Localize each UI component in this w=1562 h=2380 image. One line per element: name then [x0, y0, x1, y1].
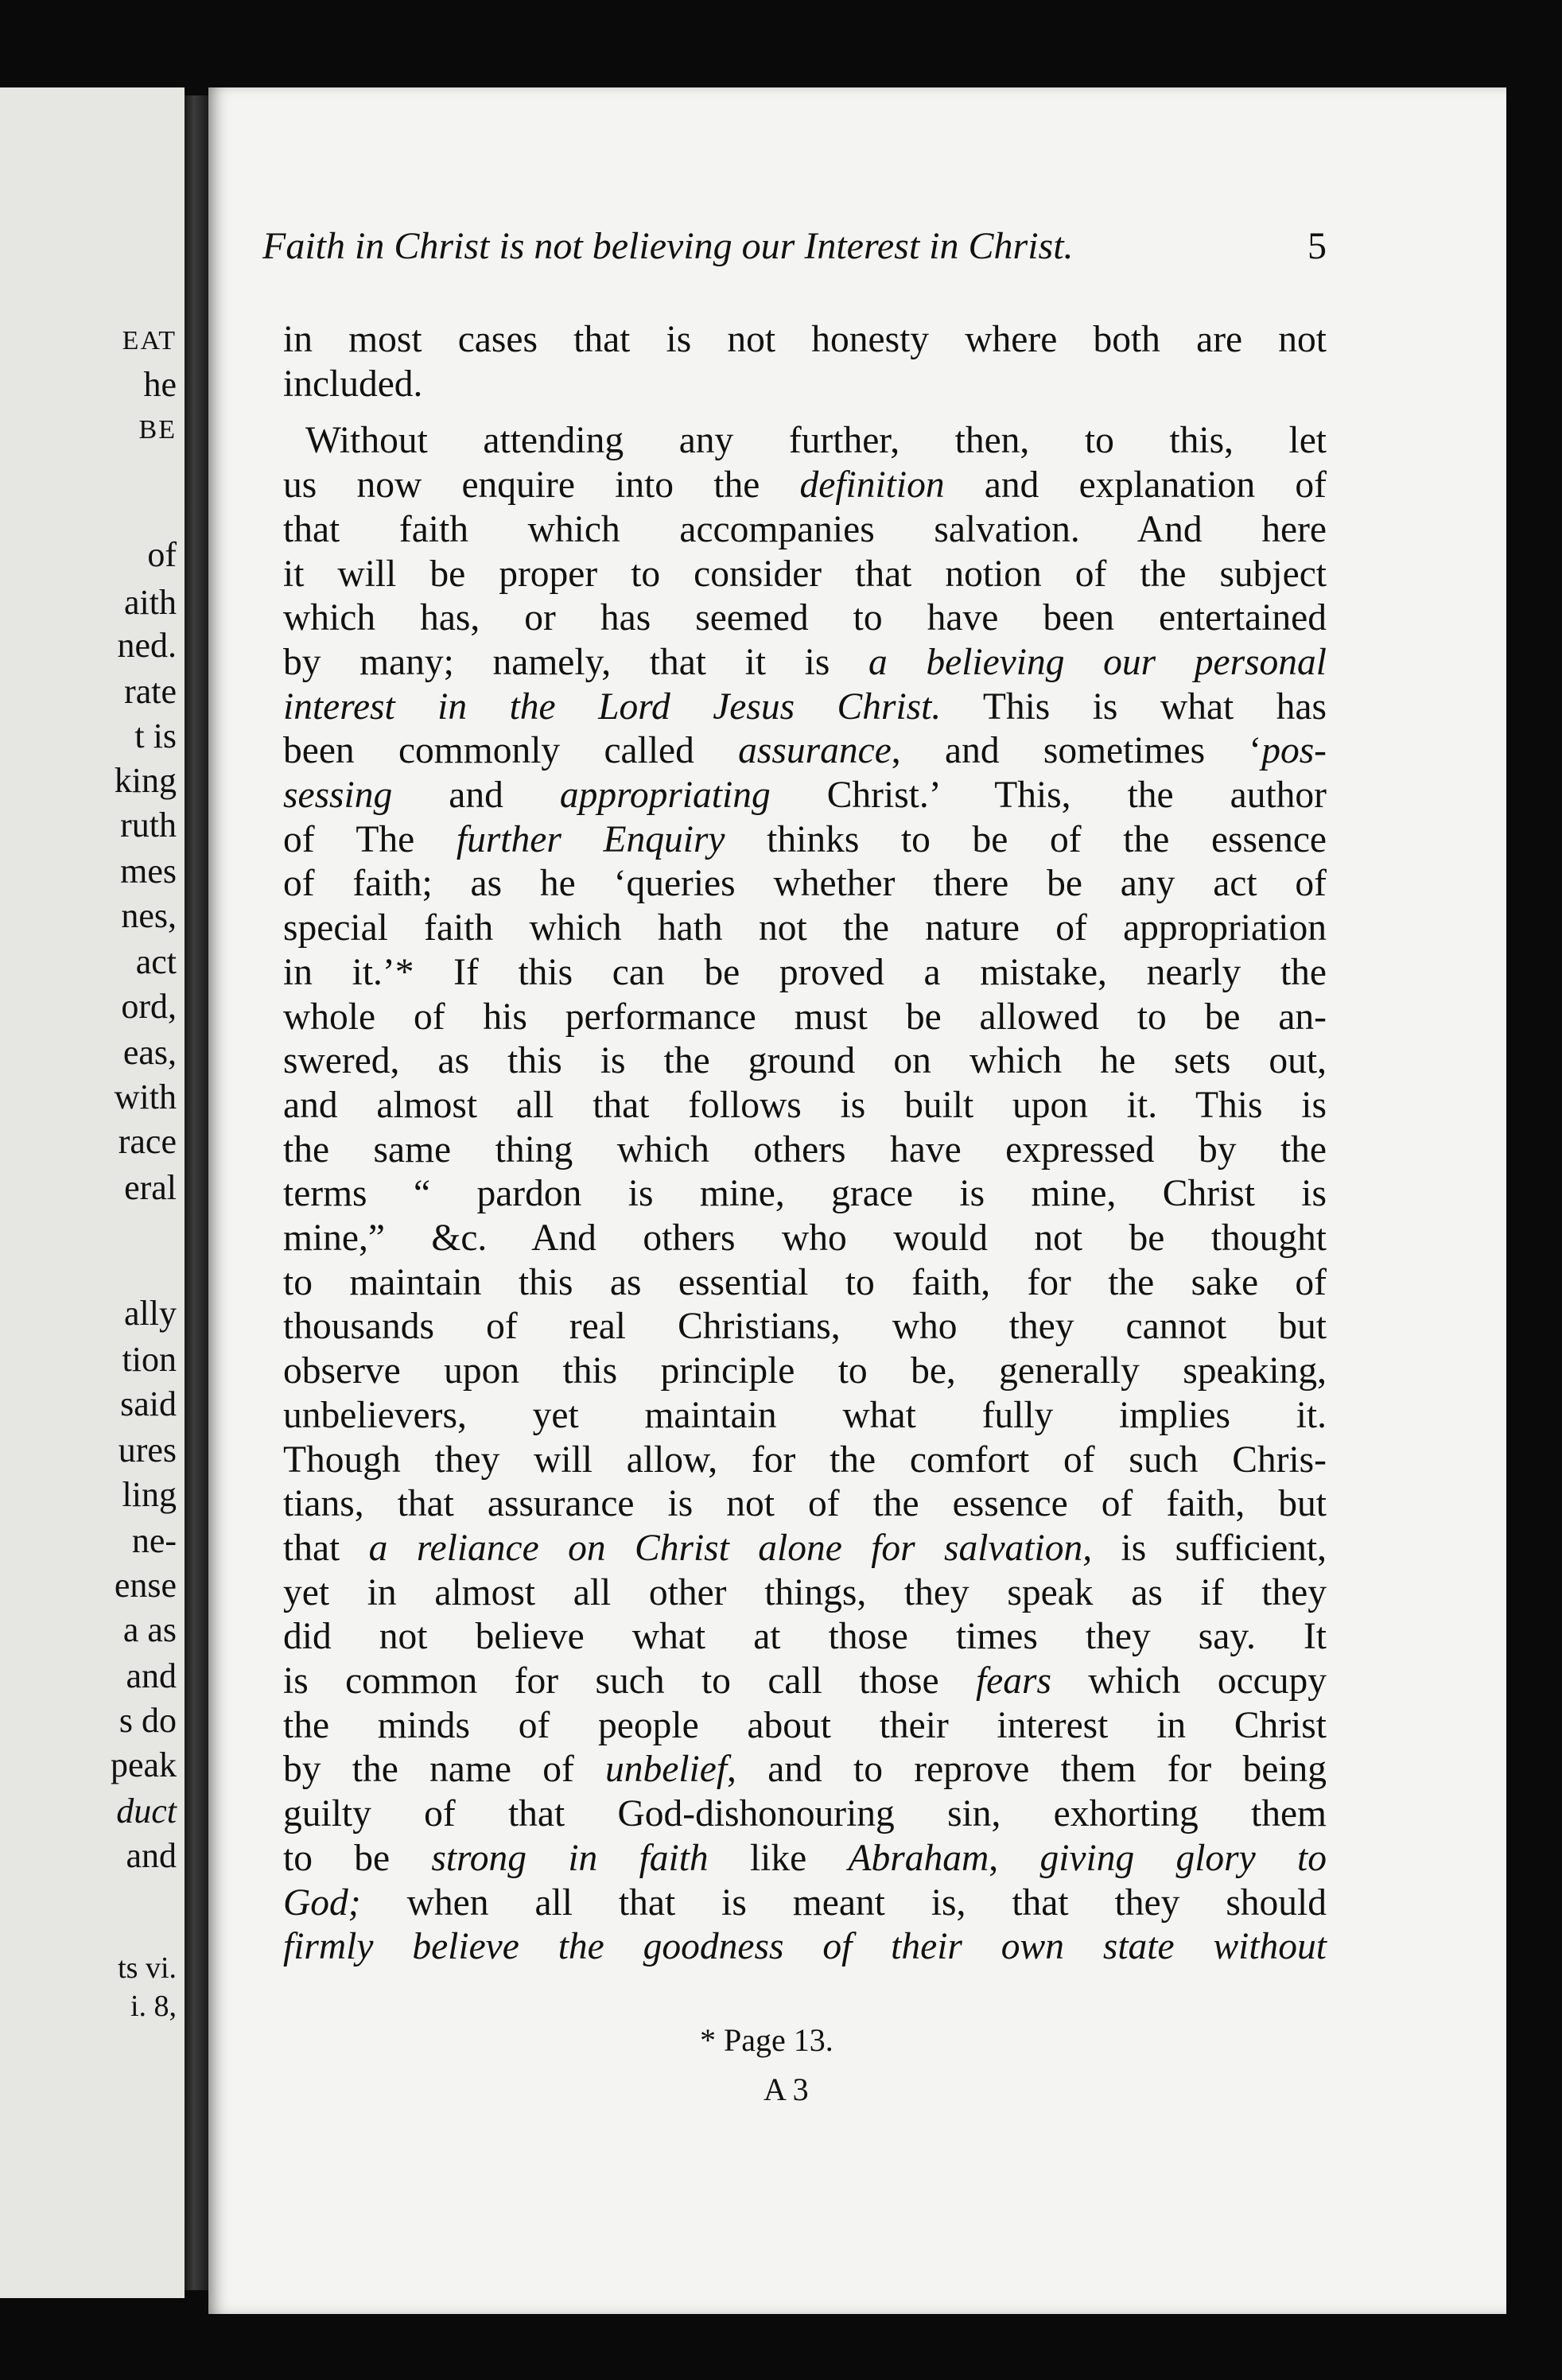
body-line: special faith which hath not the nature of appropriation [283, 907, 1327, 949]
running-header [262, 224, 1327, 272]
body-line: guilty of that God-dishonouring sin, exhorting them [283, 1793, 1327, 1835]
left-page-fragment: ense [114, 1566, 177, 1605]
footnote: * Page 13. [700, 2022, 833, 2058]
body-line: by the name of unbelief, and to reprove them for being [283, 1749, 1327, 1791]
body-line: swered, as this is the ground on which he sets out, [283, 1040, 1327, 1082]
signature-mark: A 3 [764, 2071, 809, 2107]
body-line: firmly believe the goodness of their own state without [283, 1926, 1327, 1968]
left-page-fragment: he [143, 365, 177, 404]
body-line: to maintain this as essential to faith, for the sake of [283, 1261, 1327, 1303]
left-page-fragment: mes [120, 852, 177, 891]
left-page-fragment: king [114, 761, 177, 800]
left-page-fragment: a as [122, 1610, 177, 1649]
body-line: included. [283, 363, 423, 405]
left-page-fragment: duct [116, 1792, 177, 1831]
body-line: us now enquire into the definition and explanation of [283, 464, 1327, 507]
body-line: to be strong in faith like Abraham, giving glory to [283, 1837, 1327, 1879]
left-page-fragment: eral [124, 1168, 177, 1207]
body-line: is common for such to call those fears which occupy [283, 1660, 1327, 1702]
left-page-fragment: ling [122, 1475, 177, 1514]
body-line: that a reliance on Christ alone for salvation, is sufficient, [283, 1527, 1327, 1569]
body-line: God; when all that is meant is, that they should [283, 1881, 1327, 1924]
body-line: yet in almost all other things, they speak as if they [283, 1571, 1327, 1613]
body-line: observe upon this principle to be, generally speaking, [283, 1350, 1327, 1392]
left-facing-page [0, 87, 185, 2298]
body-line: of The further Enquiry thinks to be of the essence [283, 818, 1327, 860]
left-page-fragment: and [126, 1656, 177, 1695]
left-page-fragment: BE [138, 415, 177, 445]
body-line: thousands of real Christians, who they cannot but [283, 1306, 1327, 1348]
body-line: in it.’* If this can be proved a mistake, nearly the [283, 951, 1327, 993]
left-page-fragment: i. 8, [130, 1990, 177, 2023]
left-page-fragment: t is [134, 716, 177, 755]
body-line: unbelievers, yet maintain what fully implies it. [283, 1394, 1327, 1436]
left-page-fragment: and [126, 1836, 177, 1875]
left-page-fragment: with [114, 1077, 177, 1116]
body-line: been commonly called assurance, and sometimes ‘pos- [283, 730, 1327, 772]
body-line: did not believe what at those times they say. It [283, 1616, 1327, 1658]
body-line: in most cases that is not honesty where both are not [283, 319, 1327, 360]
left-page-fragment: eas, [122, 1033, 177, 1072]
body-line: mine,” &c. And others who would not be thought [283, 1217, 1327, 1259]
left-page-fragment: ruth [120, 806, 177, 844]
left-page-fragment: ally [124, 1294, 177, 1333]
left-page-fragment: ned. [117, 626, 177, 665]
left-page-fragment: act [135, 942, 177, 981]
book-gutter [185, 95, 208, 2290]
left-page-fragment: ts vi. [118, 1951, 177, 1985]
body-line: of faith; as he ‘queries whether there be any act of [283, 863, 1327, 905]
body-line: terms “ pardon is mine, grace is mine, Christ is [283, 1173, 1327, 1215]
body-line: sessing and appropriating Christ.’ This, the author [283, 775, 1327, 816]
page-number: 5 [1307, 225, 1327, 267]
left-page-fragment: aith [124, 583, 177, 622]
body-line: Though they will allow, for the comfort of such Chris- [283, 1438, 1327, 1481]
body-line: that faith which accompanies salvation. And here [283, 508, 1327, 550]
body-line: Without attending any further, then, to this, let [305, 420, 1327, 462]
body-line: and almost all that follows is built upon it. This is [283, 1084, 1327, 1126]
left-page-fragment: s do [119, 1701, 177, 1740]
left-page-fragment: rate [124, 672, 177, 711]
left-page-fragment: of [147, 535, 177, 574]
left-page-fragment: ures [118, 1431, 177, 1470]
body-line: by many; namely, that it is a believing our personal [283, 641, 1327, 683]
body-line: interest in the Lord Jesus Christ. This is what has [283, 685, 1327, 728]
body-line: which has, or has seemed to have been entertained [283, 597, 1327, 639]
left-page-fragment: tion [122, 1340, 177, 1379]
running-title: Faith in Christ is not believing our Interest in Christ. [262, 225, 1074, 267]
left-page-fragment: peak [110, 1745, 177, 1784]
body-line: tians, that assurance is not of the essence of faith, but [283, 1483, 1327, 1525]
body-line: the same thing which others have expressed by the [283, 1128, 1327, 1171]
left-page-fragment: ord, [121, 987, 177, 1026]
body-line: the minds of people about their interest in Christ [283, 1704, 1327, 1746]
left-page-fragment: EAT [122, 326, 177, 355]
left-page-fragment: nes, [121, 896, 177, 935]
left-page-fragment: ne- [131, 1521, 177, 1560]
left-page-fragment: said [120, 1384, 177, 1423]
body-line: it will be proper to consider that notion of the subject [283, 553, 1327, 595]
body-line: whole of his performance must be allowed to be an- [283, 996, 1327, 1038]
left-page-fragment: race [118, 1122, 177, 1161]
